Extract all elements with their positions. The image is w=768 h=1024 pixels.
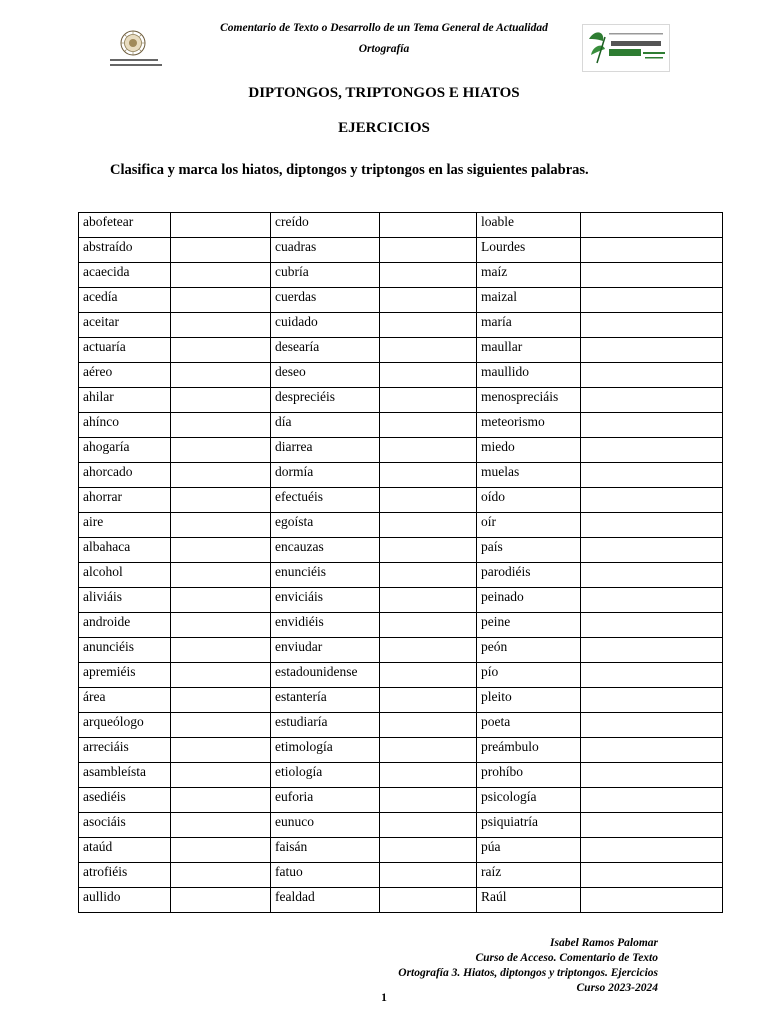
answer-cell[interactable]	[581, 688, 723, 713]
answer-cell[interactable]	[380, 838, 477, 863]
table-row	[79, 363, 723, 388]
answer-cell[interactable]	[581, 413, 723, 438]
word-cell: aire	[79, 513, 171, 538]
table-row	[79, 513, 723, 538]
word-cell: maullar	[477, 338, 581, 363]
table-row	[79, 388, 723, 413]
answer-cell[interactable]	[581, 738, 723, 763]
word-cell: diarrea	[271, 438, 380, 463]
answer-cell[interactable]	[171, 213, 271, 238]
answer-cell[interactable]	[171, 463, 271, 488]
answer-cell[interactable]	[171, 238, 271, 263]
word-cell: aéreo	[79, 363, 171, 388]
word-cell: euforia	[271, 788, 380, 813]
table-row	[79, 713, 723, 738]
word-cell: enunciéis	[271, 563, 380, 588]
answer-cell[interactable]	[581, 463, 723, 488]
word-cell: anunciéis	[79, 638, 171, 663]
word-cell: estadounidense	[271, 663, 380, 688]
word-cell: poeta	[477, 713, 581, 738]
answer-cell[interactable]	[171, 888, 271, 913]
answer-cell[interactable]	[581, 763, 723, 788]
word-cell: ahilar	[79, 388, 171, 413]
answer-cell[interactable]	[581, 438, 723, 463]
answer-cell[interactable]	[380, 438, 477, 463]
answer-cell[interactable]	[380, 213, 477, 238]
word-cell: eunuco	[271, 813, 380, 838]
table-row	[79, 538, 723, 563]
answer-cell[interactable]	[581, 388, 723, 413]
word-cell: psiquiatría	[477, 813, 581, 838]
answer-cell[interactable]	[380, 788, 477, 813]
word-cell: asociáis	[79, 813, 171, 838]
table-row	[79, 613, 723, 638]
header-subject: Ortografía	[358, 43, 410, 55]
word-cell: faisán	[271, 838, 380, 863]
word-cell: apremiéis	[79, 663, 171, 688]
word-cell: etimología	[271, 738, 380, 763]
word-cell: ahínco	[79, 413, 171, 438]
word-cell: miedo	[477, 438, 581, 463]
table-row	[79, 888, 723, 913]
word-cell: púa	[477, 838, 581, 863]
answer-cell[interactable]	[581, 263, 723, 288]
answer-cell[interactable]	[581, 663, 723, 688]
word-cell: acedía	[79, 288, 171, 313]
word-cell: peón	[477, 638, 581, 663]
word-cell: creído	[271, 213, 380, 238]
word-cell: atrofiéis	[79, 863, 171, 888]
word-table-body	[79, 213, 723, 913]
answer-cell[interactable]	[380, 588, 477, 613]
answer-cell[interactable]	[171, 338, 271, 363]
answer-cell[interactable]	[581, 363, 723, 388]
answer-cell[interactable]	[581, 813, 723, 838]
table-row	[79, 588, 723, 613]
word-cell: psicología	[477, 788, 581, 813]
answer-cell[interactable]	[171, 713, 271, 738]
page-title: DIPTONGOS, TRIPTONGOS E HIATOS	[248, 85, 520, 101]
answer-cell[interactable]	[380, 513, 477, 538]
word-cell: día	[271, 413, 380, 438]
answer-cell[interactable]	[581, 863, 723, 888]
answer-cell[interactable]	[171, 638, 271, 663]
word-cell: muelas	[477, 463, 581, 488]
word-cell: aceitar	[79, 313, 171, 338]
answer-cell[interactable]	[581, 313, 723, 338]
answer-cell[interactable]	[171, 488, 271, 513]
word-cell: estantería	[271, 688, 380, 713]
word-cell: arreciáis	[79, 738, 171, 763]
table-row	[79, 688, 723, 713]
answer-cell[interactable]	[581, 888, 723, 913]
answer-cell[interactable]	[171, 363, 271, 388]
word-cell: albahaca	[79, 538, 171, 563]
table-row	[79, 863, 723, 888]
word-cell: ataúd	[79, 838, 171, 863]
word-cell: maíz	[477, 263, 581, 288]
word-cell: actuaría	[79, 338, 171, 363]
answer-cell[interactable]	[171, 838, 271, 863]
answer-cell[interactable]	[171, 313, 271, 338]
word-cell: efectuéis	[271, 488, 380, 513]
answer-cell[interactable]	[380, 638, 477, 663]
answer-cell[interactable]	[380, 488, 477, 513]
answer-cell[interactable]	[380, 563, 477, 588]
word-cell: maullido	[477, 363, 581, 388]
answer-cell[interactable]	[171, 588, 271, 613]
table-row	[79, 263, 723, 288]
table-row	[79, 288, 723, 313]
table-row	[79, 563, 723, 588]
answer-cell[interactable]	[171, 563, 271, 588]
answer-cell[interactable]	[380, 388, 477, 413]
word-cell: enviudar	[271, 638, 380, 663]
word-cell: arqueólogo	[79, 713, 171, 738]
word-cell: despreciéis	[271, 388, 380, 413]
word-cell: fealdad	[271, 888, 380, 913]
answer-cell[interactable]	[581, 788, 723, 813]
answer-cell[interactable]	[380, 363, 477, 388]
answer-cell[interactable]	[171, 813, 271, 838]
answer-cell[interactable]	[581, 538, 723, 563]
answer-cell[interactable]	[171, 688, 271, 713]
answer-cell[interactable]	[380, 738, 477, 763]
word-cell: pleito	[477, 688, 581, 713]
footer-course: Curso de Acceso. Comentario de Texto	[475, 952, 658, 964]
answer-cell[interactable]	[171, 763, 271, 788]
answer-cell[interactable]	[380, 288, 477, 313]
word-cell: área	[79, 688, 171, 713]
word-cell: cuadras	[271, 238, 380, 263]
word-cell: oído	[477, 488, 581, 513]
word-cell: desearía	[271, 338, 380, 363]
answer-cell[interactable]	[171, 513, 271, 538]
table-row	[79, 663, 723, 688]
answer-cell[interactable]	[171, 738, 271, 763]
word-cell: estudiaría	[271, 713, 380, 738]
ramon-areces-logo	[582, 24, 670, 72]
word-cell: dormía	[271, 463, 380, 488]
word-cell: encauzas	[271, 538, 380, 563]
word-cell: androide	[79, 613, 171, 638]
word-cell: menospreciáis	[477, 388, 581, 413]
page-number: 1	[381, 992, 387, 1004]
uned-logo	[108, 26, 164, 72]
table-row	[79, 463, 723, 488]
word-cell: asediéis	[79, 788, 171, 813]
table-row	[79, 338, 723, 363]
word-cell: maizal	[477, 288, 581, 313]
answer-cell[interactable]	[380, 688, 477, 713]
word-cell: abstraído	[79, 238, 171, 263]
word-table	[78, 212, 723, 913]
footer	[398, 936, 658, 996]
answer-cell[interactable]	[171, 613, 271, 638]
table-row	[79, 738, 723, 763]
table-row	[79, 213, 723, 238]
answer-cell[interactable]	[380, 538, 477, 563]
word-cell: cuidado	[271, 313, 380, 338]
word-cell: preámbulo	[477, 738, 581, 763]
word-cell: cubría	[271, 263, 380, 288]
answer-cell[interactable]	[171, 388, 271, 413]
word-cell: alcohol	[79, 563, 171, 588]
answer-cell[interactable]	[581, 588, 723, 613]
exercise-instruction: Clasifica y marca los hiatos, diptongos y triptongos en las siguientes palabras.	[110, 162, 589, 178]
word-cell: fatuo	[271, 863, 380, 888]
answer-cell[interactable]	[581, 238, 723, 263]
word-cell: maría	[477, 313, 581, 338]
word-cell: prohíbo	[477, 763, 581, 788]
answer-cell[interactable]	[380, 613, 477, 638]
word-cell: acaecida	[79, 263, 171, 288]
answer-cell[interactable]	[380, 813, 477, 838]
word-cell: envidiéis	[271, 613, 380, 638]
answer-cell[interactable]	[380, 663, 477, 688]
footer-year: Curso 2023-2024	[576, 982, 658, 994]
page-subtitle: EJERCICIOS	[338, 120, 430, 136]
answer-cell[interactable]	[380, 713, 477, 738]
answer-cell[interactable]	[171, 863, 271, 888]
answer-cell[interactable]	[581, 513, 723, 538]
table-row	[79, 788, 723, 813]
word-cell: abofetear	[79, 213, 171, 238]
answer-cell[interactable]	[581, 213, 723, 238]
answer-cell[interactable]	[171, 538, 271, 563]
answer-cell[interactable]	[581, 638, 723, 663]
word-cell: loable	[477, 213, 581, 238]
word-cell: asambleísta	[79, 763, 171, 788]
table-row	[79, 638, 723, 663]
word-cell: ahogaría	[79, 438, 171, 463]
word-cell: etiología	[271, 763, 380, 788]
answer-cell[interactable]	[171, 413, 271, 438]
word-cell: aliviáis	[79, 588, 171, 613]
word-cell: Raúl	[477, 888, 581, 913]
answer-cell[interactable]	[380, 313, 477, 338]
answer-cell[interactable]	[581, 713, 723, 738]
answer-cell[interactable]	[581, 838, 723, 863]
word-cell: deseo	[271, 363, 380, 388]
answer-cell[interactable]	[380, 238, 477, 263]
answer-cell[interactable]	[380, 763, 477, 788]
answer-cell[interactable]	[581, 288, 723, 313]
answer-cell[interactable]	[581, 613, 723, 638]
table-row	[79, 763, 723, 788]
word-cell: meteorismo	[477, 413, 581, 438]
word-cell: enviciáis	[271, 588, 380, 613]
word-cell: egoísta	[271, 513, 380, 538]
footer-topic: Ortografía 3. Hiatos, diptongos y triptongos. Ejercicios	[398, 967, 658, 979]
answer-cell[interactable]	[581, 563, 723, 588]
answer-cell[interactable]	[171, 263, 271, 288]
answer-cell[interactable]	[380, 463, 477, 488]
word-cell: país	[477, 538, 581, 563]
word-cell: oír	[477, 513, 581, 538]
word-cell: Lourdes	[477, 238, 581, 263]
table-row	[79, 813, 723, 838]
answer-cell[interactable]	[380, 263, 477, 288]
answer-cell[interactable]	[171, 438, 271, 463]
word-cell: peinado	[477, 588, 581, 613]
answer-cell[interactable]	[380, 338, 477, 363]
word-cell: ahorcado	[79, 463, 171, 488]
table-row	[79, 413, 723, 438]
answer-cell[interactable]	[171, 663, 271, 688]
word-cell: peine	[477, 613, 581, 638]
table-row	[79, 488, 723, 513]
table-row	[79, 438, 723, 463]
answer-cell[interactable]	[581, 488, 723, 513]
answer-cell[interactable]	[380, 863, 477, 888]
answer-cell[interactable]	[380, 888, 477, 913]
answer-cell[interactable]	[171, 288, 271, 313]
table-row	[79, 313, 723, 338]
answer-cell[interactable]	[171, 788, 271, 813]
header-title: Comentario de Texto o Desarrollo de un Tema General de Actualidad	[220, 22, 548, 34]
word-cell: pío	[477, 663, 581, 688]
word-cell: aullido	[79, 888, 171, 913]
table-row	[79, 838, 723, 863]
word-cell: ahorrar	[79, 488, 171, 513]
answer-cell[interactable]	[581, 338, 723, 363]
word-cell: raíz	[477, 863, 581, 888]
answer-cell[interactable]	[380, 413, 477, 438]
word-cell: cuerdas	[271, 288, 380, 313]
footer-author: Isabel Ramos Palomar	[550, 937, 658, 949]
table-row	[79, 238, 723, 263]
word-cell: parodiéis	[477, 563, 581, 588]
